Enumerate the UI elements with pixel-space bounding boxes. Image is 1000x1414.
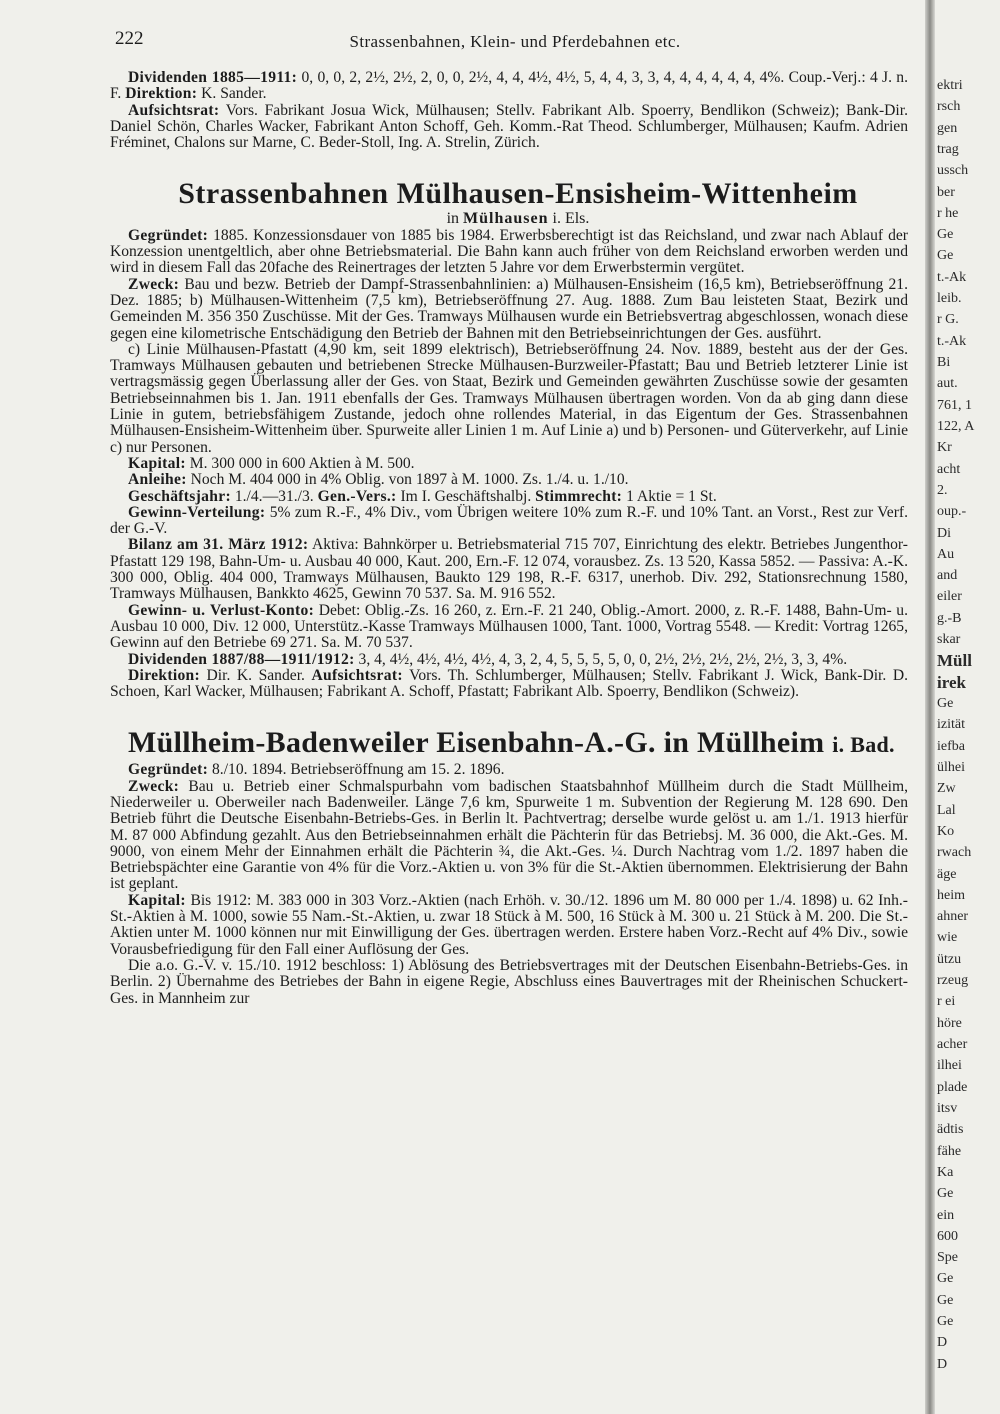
facing-page-fragment: Kr <box>937 440 952 456</box>
facing-page-fragment: Ge <box>937 1314 954 1330</box>
facing-page-fragment: äge <box>937 866 957 882</box>
entry1-direktion: Direktion: Dir. K. Sander. Aufsichtsrat: Vors. Th. Schlumberger, Mülhausen; Stellv. Fabrikant J. Wick, Bank-Dir. D. Schoen, Karl Wacker, Mülhausen; Fabrikant A. Schoff, Pfastatt; Fabrikant Alb. Spoerry, Bendlikon (Schweiz). <box>110 666 908 701</box>
facing-page-fragment: ein <box>937 1207 955 1223</box>
facing-page-fragment: ussch <box>937 163 969 179</box>
entry1-gewinnverteilung: Gewinn-Verteilung: 5% zum R.-F., 4% Div., vom Übrigen weitere 10% zum R.-F. und 10% Tant. an Vorst., Rest zur Verf. der G.-V. <box>110 503 908 538</box>
facing-page-fragment: rsch <box>937 99 961 115</box>
facing-page-strip <box>935 0 1000 1414</box>
facing-page-fragment: aut. <box>937 376 958 392</box>
top-dividends: Dividenden 1885—1911: 0, 0, 0, 2, 2½, 2½, 2, 0, 0, 2½, 4, 4, 4½, 4½, 5, 4, 4, 3, 3, 4, 4, 4, 4, 4, 4, 4%. Coup.-Verj.: 4 J. n. F. Direktion: K. Sander. <box>110 69 908 103</box>
facing-page-fragment: Ka <box>937 1164 954 1180</box>
facing-page-fragment: g.-B <box>937 610 962 626</box>
facing-page-fragment: izität <box>937 717 965 733</box>
top-aufsichtsrat: Aufsichtsrat: Vors. Fabrikant Josua Wick, Mülhausen; Stellv. Fabrikant Alb. Spoerry, Bendlikon (Schweiz); Bank-Dir. Daniel Schön, Charles Wacker, Fabrikant Anton Schoff, Geh. Komm.-Rat Theod. Schlumberger, Mülhausen; Kaufm. Adrien Fréminet, Chalons sur Marne, C. Beder-Stoll, Ing. A. Strelin, Zürich. <box>110 101 908 152</box>
entry2-zweck: Zweck: Bau u. Betrieb einer Schmalspurbahn vom badischen Staatsbahnhof Müllheim durch die Stadt Müllheim, Niederweiler u. Oberweiler nach Badenweiler. Länge 7,6 km, Spurweite 1 m. Subvention der Regierung M. 128 690. Den Betrieb führt die Deutsche Eisenbahn-Betriebs-Ges. in Berlin lt. Pachtvertrag; derselbe wurde gelöst u. am 1./1. 1913 hierfür M. 87 000 Abfindung gezahlt. Aus den Betriebseinnahmen erhält die Pächterin für das Betriebsj. M. 36 000, die Akt.-Ges. M. 9000, von einem Mehr der Einnahmen erhält die Pächterin ¾, die Akt.-Ges. ¼. Durch Nachtrag vom 1./2. 1897 haben die Betriebspächter eine Garantie von 4% für die Vorz.-Aktien u. von 3% für die St.-Aktien übernommen. Elektrisierung der Bahn ist geplant. <box>110 777 909 893</box>
entry1-title: Strassenbahnen Mülhausen-Ensisheim-Wittenheim <box>178 177 858 211</box>
facing-page-fragment: Müll <box>937 651 972 671</box>
facing-page-fragment: leib. <box>937 291 962 307</box>
entry1-anleihe: Anleihe: Noch M. 404 000 in 4% Oblig. von 1897 à M. 1000. Zs. 1./4. u. 1./10. <box>128 471 629 489</box>
facing-page-fragment: D <box>937 1356 948 1372</box>
entry1-zweck: Zweck: Bau und bezw. Betrieb der Dampf-Strassenbahnlinien: a) Mülhausen-Ensisheim (16,5 km), Betriebseröffnung 21. Dez. 1885; b) Mülhausen-Wittenheim (7,5 km), Betriebseröffnung 27. Aug. 1888. Zum Bau leisteten Staat, Bezirk und Gemeinden M. 356 350 Zuschüsse. Mit der Ges. Tramways Mülhausen wurde ein Betriebsvertrag abgeschlossen, wonach diese gegen eine kilometrische Entschädigung den Betrieb der Bahnen mit den Betriebseinrichtungen der Ges. ausführt. <box>110 275 908 342</box>
facing-page-fragment: 122, A <box>937 418 975 434</box>
facing-page-fragment: t.-Ak <box>937 333 967 349</box>
facing-page-fragment: acher <box>937 1037 968 1053</box>
entry1-guv: Gewinn- u. Verlust-Konto: Debet: Oblig.-Zs. 16 260, z. Ern.-F. 21 240, Oblig.-Amort. 2000, z. R.-F. 1488, Bahn-Um- u. Ausbau 10 000, Div. 12 000, Unterstütz.-Kasse Tramways Mülhausen 1000, Tant. 1000, Vortrag 5548. — Kredit: Vortrag 1265, Gewinn auf den Betriebe 69 271. Sa. M. 70 537. <box>110 601 908 652</box>
entry1-linie-c: c) Linie Mülhausen-Pfastatt (4,90 km, seit 1899 elektrisch), Betriebseröffnung 24. Nov. 1889, besteht aus der der Ges. Tramways Mülhausen gebauten und betriebenen Strecke Mülhausen-Burzweiler-Pfastatt; Bau und Betrieb letzterer Linie ist vertragsmässig gegen Überlassung aller der Ges. von Staat, Bezirk und Gemeinden gewährten Zuschüsse sowie der gesamten Betriebseinnahmen bis 1. Jan. 1911 ebenfalls der Ges. Tramways Mülhausen übertragen worden. Von da ab ging dann diese Linie in gutem, betriebsfähigem Zustande, jedoch ohne rollendes Material, in das Eigentum der Ges. Strassenbahnen Mülhausen-Ensisheim-Wittenheim über. Spurweite aller Linien 1 m. Auf Linie a) und b) Personen- und Güterverkehr, auf Linie c) nur Personen. <box>110 340 908 456</box>
facing-page-fragment: r he <box>937 205 959 221</box>
facing-page-fragment: r G. <box>937 312 959 328</box>
facing-page-fragment: Di <box>937 525 951 541</box>
facing-page-fragment: 761, 1 <box>937 397 972 413</box>
entry1-bilanz: Bilanz am 31. März 1912: Aktiva: Bahnkörper u. Betriebsmaterial 715 707, Einrichtung des elektr. Betriebes Jungenthor-Pfastatt 129 198, Bahn-Um- u. Ausbau 40 000, Kaut. 200, Ern.-F. 12 074, vorausbez. Zs. 13 520, Kassa 5852. — Passiva: A.-K. 300 000, Oblig. 404 000, Tramways Mülhausen, Baukto 129 198, R.-F. 6317, unerhob. Div. 292, Stationsrechnung 1580, Tramways Mülhausen, Bankkto 4625, Gewinn 70 537. Sa. M. 916 552. <box>110 536 908 603</box>
facing-page-fragment: ilhei <box>937 1058 962 1074</box>
facing-page-fragment: eiler <box>937 589 962 605</box>
entry2-kapital: Kapital: Bis 1912: M. 383 000 in 303 Vorz.-Aktien (nach Erhöh. v. 30./12. 1896 um M. 80 000 per 1./4. 1898) u. 62 Inh.-St.-Aktien à M. 1000, sowie 55 Nam.-St.-Aktien, u. zwar 18 Stück à M. 500, 16 Stück à M. 300 u. 21 Stück à M. 200. Die St.-Aktien unter M. 1000 können nur mit Einwilligung der Ges. übertragen werden. Erstere haben Vorz.-Recht auf 4% Div., sowie Vorausbefriedigung für den Fall einer Auflösung der Ges. <box>110 891 908 958</box>
facing-page-fragment: Spe <box>937 1250 958 1266</box>
facing-page-fragment: acht <box>937 461 961 477</box>
entry1-gegruendet: Gegründet: 1885. Konzessionsdauer von 1885 bis 1984. Erwerbsberechtigt ist das Reichsland, und zwar nach Ablauf der Konzession unentgeltlich, aber ohne Betriebsmaterial. Die Bahn kann auch früher von dem Reichsland erworben werden und wird in diesem Fall das 20fache des Reinertrages der letzten 5 Jahre vor dem Erwerbstermin vergütet. <box>110 226 908 277</box>
page-number: 222 <box>115 28 144 49</box>
facing-page-fragment: ber <box>937 184 955 200</box>
facing-page-fragment: ützu <box>937 951 962 967</box>
facing-page-fragment: 600 <box>937 1228 958 1244</box>
facing-page-fragment: ektri <box>937 78 963 93</box>
running-title: Strassenbahnen, Klein- und Pferdebahnen etc. <box>349 32 681 51</box>
facing-page-fragment: irek <box>937 672 966 692</box>
facing-page-fragment: itsv <box>937 1100 958 1116</box>
main-column <box>110 70 908 1007</box>
facing-page-fragment: höre <box>937 1015 962 1031</box>
facing-page-fragment: Ge <box>937 227 954 243</box>
facing-page-fragment: and <box>937 568 958 584</box>
facing-page-fragment: iefba <box>937 738 965 754</box>
entry1-kapital: Kapital: M. 300 000 in 600 Aktien à M. 500. <box>128 454 415 472</box>
facing-page-fragment: Ge <box>937 696 954 712</box>
facing-page-fragment: Lal <box>937 802 956 818</box>
facing-page-fragment: Bi <box>937 355 951 371</box>
facing-page-fragment: ädtis <box>937 1122 964 1138</box>
entry2-title: Müllheim-Badenweiler Eisenbahn-A.-G. in Müllheim i. Bad. <box>128 726 895 760</box>
facing-page-fragment: skar <box>937 632 961 648</box>
facing-page-fragment: D <box>937 1335 948 1351</box>
facing-page-fragment: Zw <box>937 781 956 797</box>
facing-page-fragment: 2. <box>937 482 948 498</box>
facing-page-fragment: Ko <box>937 823 955 839</box>
facing-page-fragment: plade <box>937 1079 968 1095</box>
facing-page-fragment: Ge <box>937 1292 954 1308</box>
facing-page-fragment: Ge <box>937 248 954 264</box>
entry2-gegruendet: Gegründet: 8./10. 1894. Betriebseröffnung am 15. 2. 1896. <box>128 761 505 779</box>
facing-page-fragment: rzeug <box>937 973 969 989</box>
facing-page-fragment: ahner <box>937 909 969 925</box>
entry1-location: in Mülhausen i. Els. <box>446 210 590 228</box>
facing-page-fragment: rwach <box>937 845 972 861</box>
facing-page-fragment: Au <box>937 546 955 562</box>
facing-page-fragment: ülhei <box>937 759 965 775</box>
facing-page-fragment: oup.- <box>937 504 967 520</box>
facing-page-fragment: Ge <box>937 1271 954 1287</box>
entry2-gv: Die a.o. G.-V. v. 15./10. 1912 beschloss: 1) Ablösung des Betriebsvertrages mit der Deutschen Eisenbahn-Betriebs-Ges. in Berlin. 2) Übernahme des Betriebes der Bahn in eigene Regie, Abschluss eines Bauvertrages mit der Rheinischen Schuckert-Ges. in Mannheim zur <box>110 956 908 1007</box>
entry1-dividenden: Dividenden 1887/88—1911/1912: 3, 4, 4½, 4½, 4½, 4½, 4, 3, 2, 4, 5, 5, 5, 5, 0, 0, 2½, 2½, 2½, 2½, 2½, 3, 3, 4%. <box>128 650 848 668</box>
facing-page-fragment: fähe <box>937 1143 962 1159</box>
facing-page-fragment: wie <box>937 930 958 946</box>
facing-page-fragment: gen <box>937 120 958 136</box>
entry1-geschaeftsjahr: Geschäftsjahr: 1./4.—31./3. Gen.-Vers.: Im I. Geschäftshalbj. Stimmrecht: 1 Aktie = 1 St. <box>128 487 717 505</box>
facing-page-fragment: t.-Ak <box>937 269 967 285</box>
facing-page-fragment: Ge <box>937 1186 954 1202</box>
book-gutter <box>925 0 935 1414</box>
facing-page-fragment: r ei <box>937 994 956 1010</box>
facing-page-fragment: heim <box>937 887 965 903</box>
facing-page-fragment: trag <box>937 141 959 157</box>
